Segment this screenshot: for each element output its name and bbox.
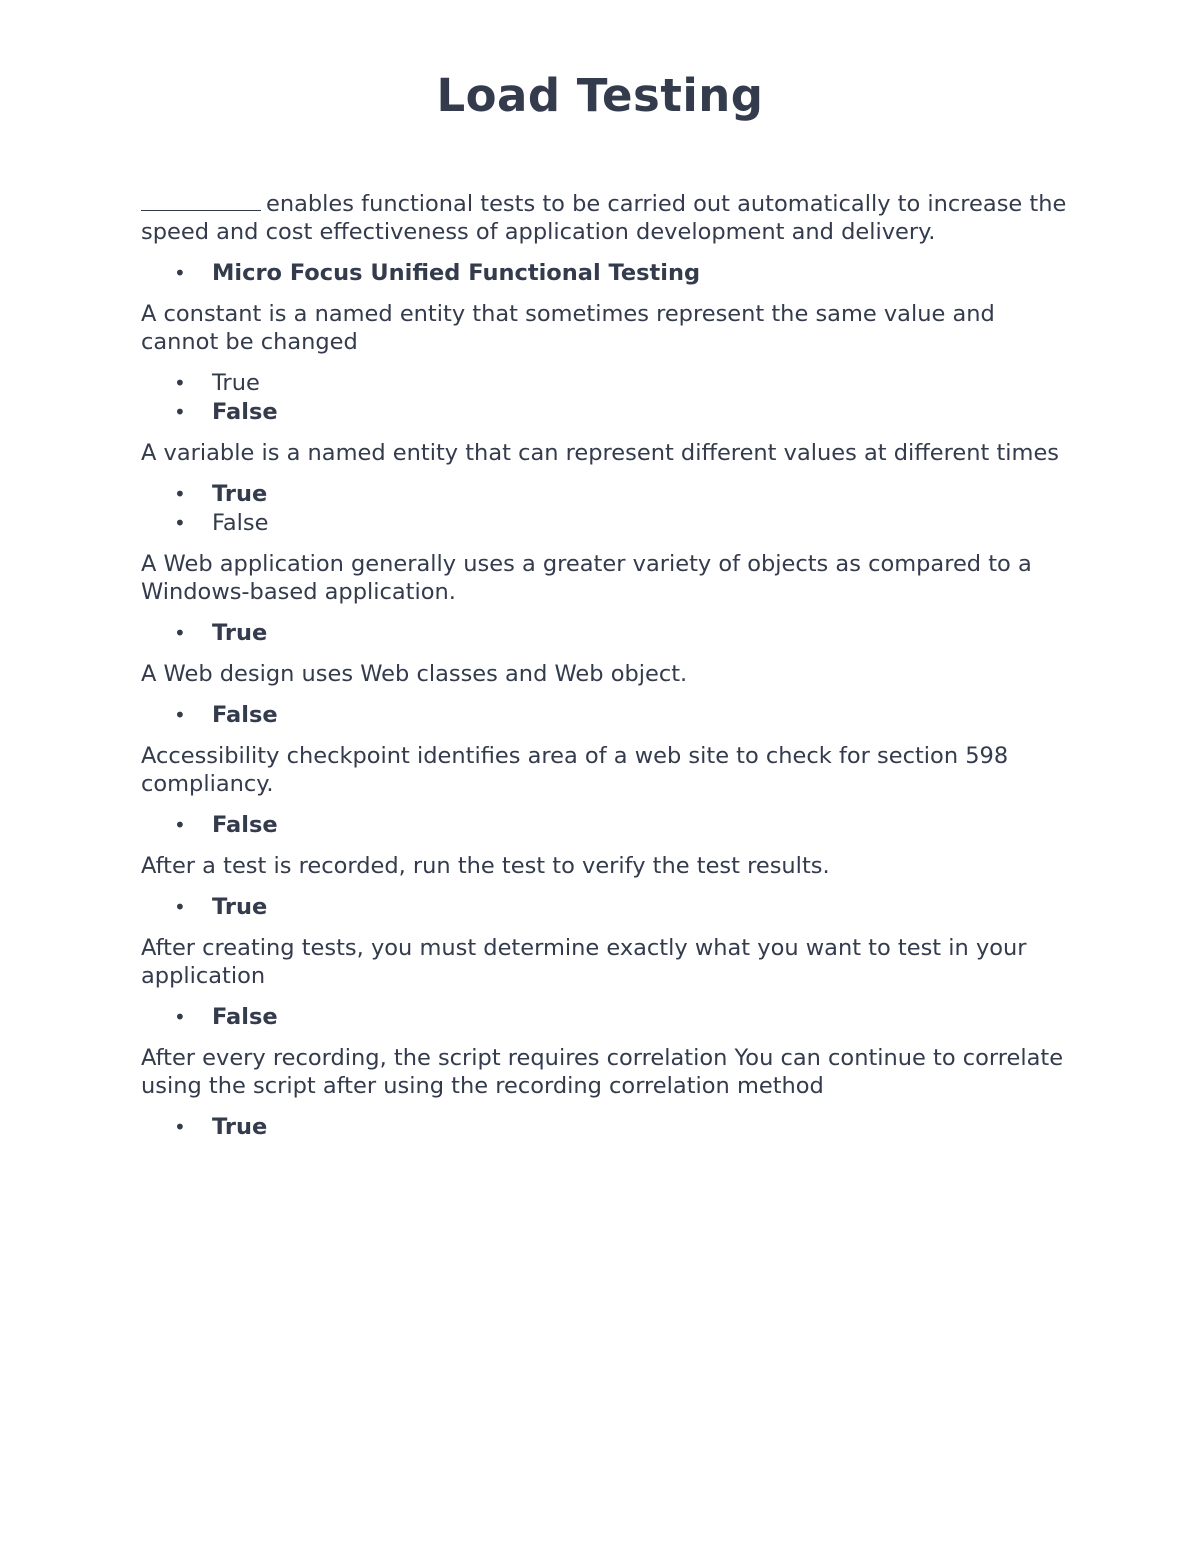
answer-options — [141, 1113, 1071, 1142]
answer-options — [141, 893, 1071, 922]
answer-label: Micro Focus Unified Functional Testing — [212, 260, 701, 286]
bullet-icon: • — [174, 400, 186, 424]
question-text — [141, 190, 1071, 246]
answer-option — [141, 701, 1071, 730]
fill-in-blank — [141, 190, 261, 211]
question-text: A Web application generally uses a greater variety of objects as compared to a Windows-based application. — [141, 551, 1032, 605]
page-title: Load Testing — [436, 69, 764, 122]
answer-option — [141, 398, 1071, 427]
bullet-icon: • — [174, 511, 186, 535]
answer-label: True — [212, 1114, 268, 1140]
answer-label: False — [212, 812, 278, 838]
bullet-icon: • — [174, 621, 186, 645]
answer-option — [141, 259, 1071, 288]
question-text-body: enables functional tests to be carried out automatically to increase the speed and cost effectiveness of application development and delivery. — [141, 191, 1067, 245]
answer-option — [141, 811, 1071, 840]
question-list — [141, 190, 1071, 1154]
question-text: A constant is a named entity that sometimes represent the same value and cannot be changed — [141, 301, 995, 355]
answer-option — [141, 1113, 1071, 1142]
answer-options — [141, 619, 1071, 648]
answer-option — [141, 480, 1071, 509]
answer-option — [141, 893, 1071, 922]
answer-label: False — [212, 702, 278, 728]
question-text: Accessibility checkpoint identifies area of a web site to check for section 598 compliancy. — [141, 743, 1009, 797]
question-text: A Web design uses Web classes and Web object. — [141, 661, 688, 687]
answer-option — [141, 369, 1071, 398]
answer-label: True — [212, 481, 268, 507]
answer-options — [141, 1003, 1071, 1032]
answer-label: True — [212, 894, 268, 920]
answer-option — [141, 1003, 1071, 1032]
bullet-icon: • — [174, 1115, 186, 1139]
answer-options — [141, 811, 1071, 840]
answer-label: False — [212, 1004, 278, 1030]
answer-label: False — [212, 510, 269, 536]
question-text: After every recording, the script requires correlation You can continue to correlate using the script after using the recording correlation method — [141, 1045, 1064, 1099]
answer-option — [141, 509, 1071, 538]
bullet-icon: • — [174, 703, 186, 727]
answer-options — [141, 701, 1071, 730]
answer-options — [141, 480, 1071, 538]
bullet-icon: • — [174, 482, 186, 506]
bullet-icon: • — [174, 371, 186, 395]
bullet-icon: • — [174, 1005, 186, 1029]
bullet-icon: • — [174, 261, 186, 285]
question-text: After creating tests, you must determine exactly what you want to test in your application — [141, 935, 1027, 989]
bullet-icon: • — [174, 813, 186, 837]
question-text: A variable is a named entity that can represent different values at different times — [141, 440, 1060, 466]
answer-label: True — [212, 370, 260, 396]
answer-label: True — [212, 620, 268, 646]
bullet-icon: • — [174, 895, 186, 919]
answer-option — [141, 619, 1071, 648]
answer-label: False — [212, 399, 278, 425]
question-text: After a test is recorded, run the test to verify the test results. — [141, 853, 830, 879]
answer-options — [141, 259, 1071, 288]
answer-options — [141, 369, 1071, 427]
